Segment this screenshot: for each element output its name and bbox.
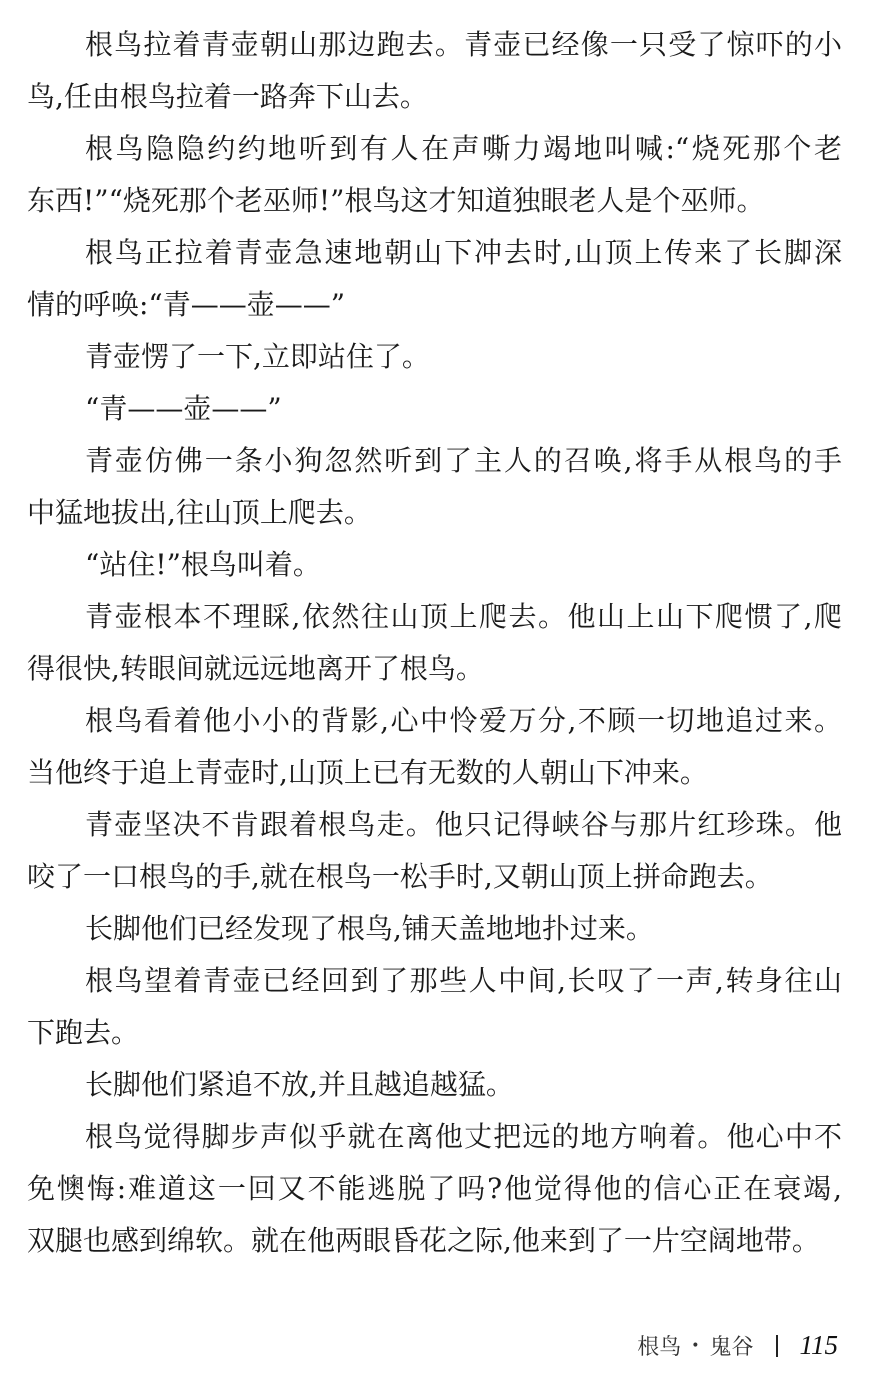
text-line: 长脚他们已经发现了根鸟,铺天盖地地扑过来。: [85, 912, 654, 945]
text-line: 得很快,转眼间就远远地离开了根鸟。: [27, 652, 484, 685]
paragraph: [27, 331, 842, 383]
paragraph: [27, 539, 842, 591]
text-line: 青壶愣了一下,立即站住了。: [85, 340, 430, 373]
page-footer: [637, 1330, 838, 1361]
text-line: 根鸟拉着青壶朝山那边跑去。青壶已经像一只受了惊吓的小: [85, 28, 842, 61]
text-line: 根鸟正拉着青壶急速地朝山下冲去时,山顶上传来了长脚深: [85, 236, 842, 269]
paragraph: [27, 123, 842, 227]
text-line: 根鸟觉得脚步声似乎就在离他丈把远的地方响着。他心中不: [85, 1120, 842, 1153]
paragraph: [27, 435, 842, 539]
text-line: 长脚他们紧追不放,并且越追越猛。: [85, 1068, 514, 1101]
page-number: 115: [799, 1330, 838, 1360]
body-text: [27, 19, 842, 1267]
text-line: 青壶仿佛一条小狗忽然听到了主人的召唤,将手从根鸟的手: [85, 444, 842, 477]
paragraph: [27, 1059, 842, 1111]
text-line: “站住!”根鸟叫着。: [85, 548, 321, 581]
paragraph: [27, 383, 842, 435]
running-head-book: 根鸟: [637, 1335, 682, 1360]
paragraph: [27, 903, 842, 955]
text-line: 中猛地拔出,往山顶上爬去。: [27, 496, 372, 529]
text-line: 免懊悔:难道这一回又不能逃脱了吗?他觉得他的信心正在衰竭,: [27, 1172, 842, 1205]
text-line: 根鸟隐隐约约地听到有人在声嘶力竭地叫喊:“烧死那个老: [85, 132, 842, 165]
text-line: 双腿也感到绵软。就在他两眼昏花之际,他来到了一片空阔地带。: [27, 1224, 820, 1257]
paragraph: [27, 695, 842, 799]
running-head-chapter: 鬼谷: [709, 1335, 754, 1360]
paragraph: [27, 591, 842, 695]
text-line: 青壶坚决不肯跟着根鸟走。他只记得峡谷与那片红珍珠。他: [85, 808, 842, 841]
text-line: 根鸟看着他小小的背影,心中怜爱万分,不顾一切地追过来。: [85, 704, 842, 737]
text-line: 当他终于追上青壶时,山顶上已有无数的人朝山下冲来。: [27, 756, 708, 789]
paragraph: [27, 799, 842, 903]
paragraph: [27, 955, 842, 1059]
text-line: 鸟,任由根鸟拉着一路奔下山去。: [27, 80, 428, 113]
text-line: 咬了一口根鸟的手,就在根鸟一松手时,又朝山顶上拼命跑去。: [27, 860, 773, 893]
running-head-dot: •: [691, 1337, 700, 1354]
paragraph: [27, 1111, 842, 1267]
text-line: “青——壶——”: [85, 392, 282, 425]
text-line: 情的呼唤:“青——壶——”: [27, 288, 346, 321]
paragraph: [27, 227, 842, 331]
text-line: 东西!”“烧死那个老巫师!”根鸟这才知道独眼老人是个巫师。: [27, 184, 765, 217]
text-line: 下跑去。: [27, 1016, 140, 1049]
text-line: 青壶根本不理睬,依然往山顶上爬去。他山上山下爬惯了,爬: [85, 600, 842, 633]
paragraph: [27, 19, 842, 123]
text-line: 根鸟望着青壶已经回到了那些人中间,长叹了一声,转身往山: [85, 964, 842, 997]
footer-divider: [776, 1335, 778, 1357]
